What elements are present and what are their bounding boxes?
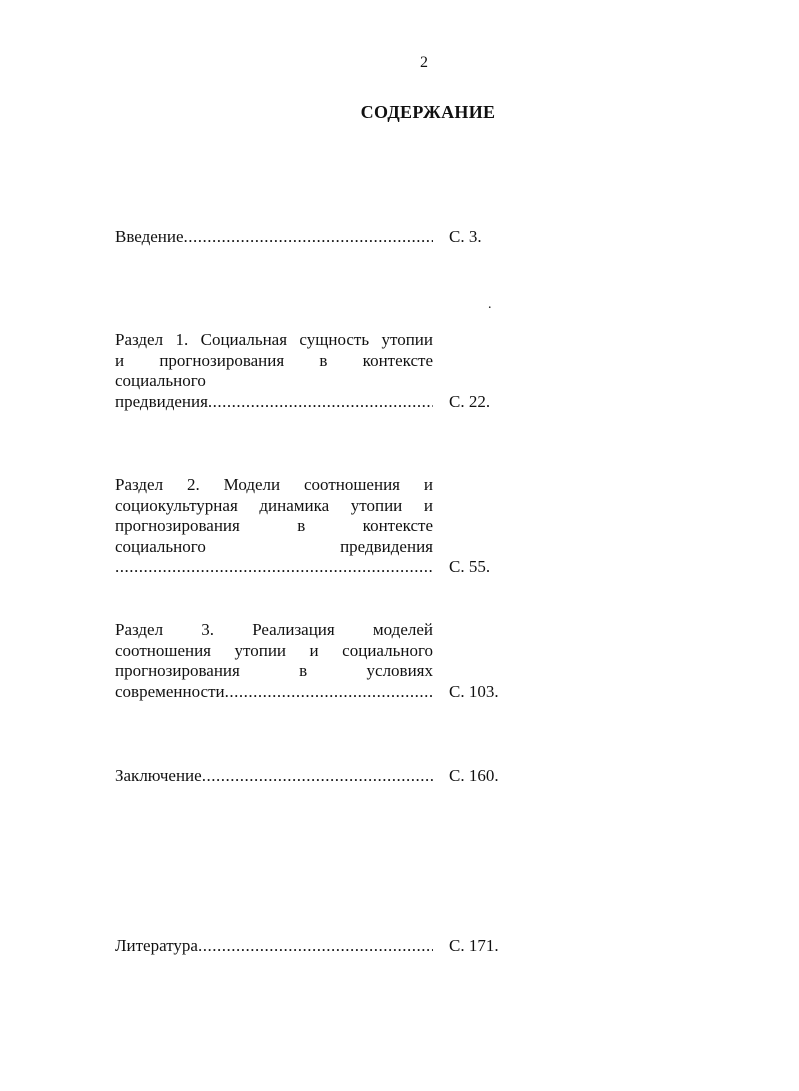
toc-label: Литература xyxy=(115,936,198,955)
toc-text-line: и прогнозирования в контексте xyxy=(115,350,433,370)
dot-leader xyxy=(115,557,433,578)
dot-leader xyxy=(208,392,433,413)
toc-page-ref: С. 171. xyxy=(449,936,499,955)
toc-line xyxy=(115,557,433,578)
page-number: 2 xyxy=(420,54,428,71)
dot-leader xyxy=(202,766,433,787)
toc-page-ref: С. 55. xyxy=(449,557,491,576)
toc-label: Введение xyxy=(115,227,184,246)
toc-entry-literature xyxy=(115,936,505,957)
dot-leader xyxy=(225,682,433,703)
toc-text-line: социокультурная динамика утопии и xyxy=(115,495,433,515)
toc-page-ref: С. 3. xyxy=(449,227,482,246)
toc-line xyxy=(115,766,433,787)
toc-label: предвидения xyxy=(115,391,208,411)
toc-text-line: Раздел 2. Модели соотношения и xyxy=(115,475,433,494)
toc-entry-introduction xyxy=(115,227,505,248)
toc-text-line: Раздел 1. Социальная сущность утопии xyxy=(115,330,433,349)
toc-entry-section-2 xyxy=(115,475,505,578)
toc-text-line: Раздел 3. Реализация моделей xyxy=(115,620,433,639)
toc-page-ref: С. 103. xyxy=(449,681,499,701)
dot-leader xyxy=(198,936,433,957)
toc-entry-section-1 xyxy=(115,330,505,412)
page-title: СОДЕРЖАНИЕ xyxy=(360,102,496,122)
toc-line xyxy=(115,227,433,248)
toc-line xyxy=(115,936,433,957)
toc-text-line: прогнозирования в условиях xyxy=(115,661,433,680)
dot-leader xyxy=(184,227,433,248)
toc-text-line: социального предвидения xyxy=(115,536,433,556)
toc-entry-section-3 xyxy=(115,620,505,702)
toc-label: Заключение xyxy=(115,766,202,785)
toc-line xyxy=(115,682,433,703)
toc-entry-conclusion xyxy=(115,766,505,787)
toc-text-line: социального xyxy=(115,371,206,390)
toc-label: современности xyxy=(115,681,225,701)
toc-text-line: прогнозирования в контексте xyxy=(115,516,433,535)
toc-page-ref: С. 22. xyxy=(449,391,491,411)
toc-line xyxy=(115,392,433,413)
toc-text-line: соотношения утопии и социального xyxy=(115,640,433,660)
toc-page-ref: С. 160. xyxy=(449,766,499,785)
stray-mark: . xyxy=(488,297,492,312)
